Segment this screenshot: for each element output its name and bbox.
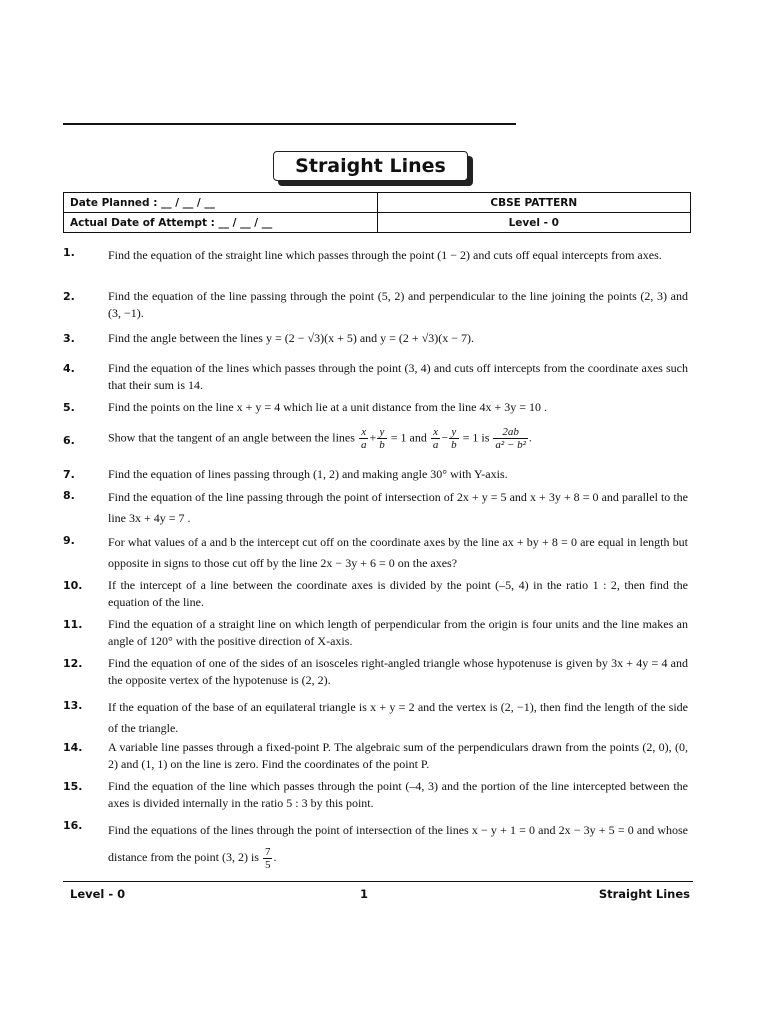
footer-title: Straight Lines	[598, 887, 690, 901]
info-table	[63, 192, 691, 233]
date-planned: Date Planned : __ / __ / __	[64, 193, 378, 213]
question-11: 11. Find the equation of a straight line on which length of perpendicular from the origin is four units and the line makes an angle of 120° with the positive direction of X-axis.	[63, 617, 688, 648]
footer-level: Level - 0	[70, 887, 126, 901]
question-1: 1. Find the equation of the straight line which passes through the point (1 − 2) and cuts off equal intercepts from axes.	[63, 246, 662, 262]
footer-rule	[63, 881, 693, 882]
pattern-label: CBSE PATTERN	[377, 193, 691, 213]
question-6: 6. Show that the tangent of an angle between the lines $\frac{x}{a}$ + $\frac{y}{b}$ = 1 and $\frac{x}{a}$ − $\frac{y}{b}$ = 1 is $\frac{2ab}{\text{a² − b²}}$ .	[63, 426, 532, 451]
question-4: 4. Find the equation of the lines which passes through the point (3, 4) and cuts off intercepts from the coordinate axes such that their sum is 14.	[63, 361, 688, 392]
question-8: 8. Find the equation of the line passing through the point of intersection of 2x + y = 5 and x + 3y + 8 = 0 and parallel to the line 3x + 4y = 7 .	[63, 489, 688, 525]
level-label: Level - 0	[377, 213, 691, 233]
question-2: 2. Find the equation of the line passing through the point (5, 2) and perpendicular to the line joining the points (2, 3) and (3, −1).	[63, 289, 688, 320]
fraction-x-over-a-2: $\frac{x}{a}$	[432, 426, 439, 451]
question-12: 12. Find the equation of one of the sides of an isosceles right-angled triangle whose hypotenuse is given by 3x + 4y = 4 and the opposite vertex of the hypotenuse is (2, 2).	[63, 656, 688, 687]
fraction-seven-fifths: $\frac{7}{5}$	[264, 845, 271, 871]
question-5: 5. Find the points on the line x + y = 4 which lie at a unit distance from the line 4x + 3y = 10 .	[63, 400, 548, 414]
fraction-y-over-b-2: $\frac{y}{b}$	[451, 426, 457, 451]
question-9: 9. For what values of a and b the intercept cut off on the coordinate axes by the line ax + by + 8 = 0 are equal in length but opposite in signs to those cut off by the line 2x − 3y + 6 = 0 on the axes?	[63, 534, 688, 570]
question-14: 14. A variable line passes through a fixed-point P. The algebraic sum of the perpendiculars drawn from the points (2, 0), (0, 2) and (1, 1) on the line is zero. Find the coordinates of the point P.	[63, 740, 688, 771]
page-number: 1	[360, 887, 369, 901]
fraction-result: $\frac{2ab}{\text{a² − b²}}$	[495, 426, 526, 451]
question-13: 13. If the equation of the base of an equilateral triangle is x + y = 2 and the vertex is (2, −1), then find the length of the side of the triangle.	[63, 699, 688, 735]
question-10: 10. If the intercept of a line between the coordinate axes is divided by the point (–5, 4) in the ratio 1 : 2, then find the equation of the line.	[63, 578, 688, 609]
question-7: 7. Find the equation of lines passing through (1, 2) and making angle 30° with Y-axis.	[63, 467, 508, 481]
actual-date: Actual Date of Attempt : __ / __ / __	[64, 213, 378, 233]
question-16: 16. Find the equations of the lines through the point of intersection of the lines x − y + 1 = 0 and 2x − 3y + 5 = 0 and whose distance from the point (3, 2) is $\frac{7}{5}$ .	[63, 819, 688, 871]
fraction-x-over-a: $\frac{x}{a}$	[360, 426, 367, 451]
fraction-y-over-b: $\frac{y}{b}$	[379, 426, 385, 451]
top-rule	[63, 123, 516, 125]
title-box	[273, 151, 468, 181]
page-title: Straight Lines	[295, 155, 446, 177]
question-3: 3. Find the angle between the lines y = (2 − √3)(x + 5) and y = (2 + √3)(x − 7).	[63, 331, 475, 345]
question-15: 15. Find the equation of the line which passes through the point (–4, 3) and the portion of the line intercepted between the axes is divided internally in the ratio 5 : 3 by this point.	[63, 779, 688, 810]
